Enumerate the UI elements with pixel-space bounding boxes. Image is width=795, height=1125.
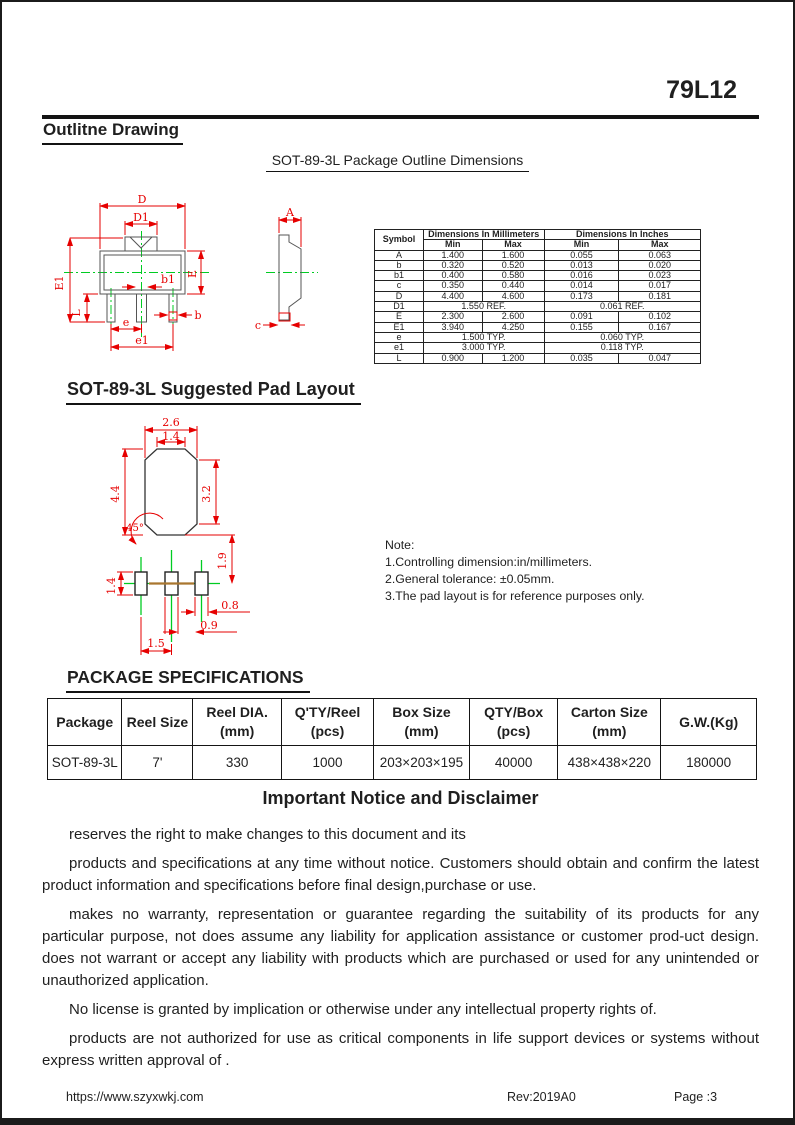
disclaimer-title: Important Notice and Disclaimer [262, 788, 539, 808]
dims-table-cell: 0.400 [423, 271, 482, 281]
dims-table-cell: e [375, 332, 424, 342]
dim-label-b: b [194, 309, 202, 322]
outline-drawing-heading: Outlitne Drawing [42, 120, 183, 145]
dims-table-cell: 0.167 [619, 322, 701, 332]
dims-table-cell: 0.102 [619, 312, 701, 322]
dim-label-outer-width: 2.6 [162, 416, 180, 429]
dims-table-row [375, 281, 701, 291]
dim-label-e1: e1 [135, 334, 149, 347]
dims-table-cell: 0.047 [619, 353, 701, 363]
dims-table-cell: 3.000 TYP. [423, 343, 544, 353]
dims-table-cell: 0.017 [619, 281, 701, 291]
dim-label-A: A [286, 206, 294, 219]
disclaimer-paragraph: makes no warranty, representation or guarantee regarding the suitability of its products for any particular purpose, not does assume any liability for application assistance or customer prod-uct design. does not warrant or accept any liability with products which are purchased or used for any unintended or unauthorized application. [42, 906, 759, 989]
dims-header-mm-max: Max [482, 240, 544, 250]
package-specifications-heading: PACKAGE SPECIFICATIONS [66, 667, 310, 693]
dim-label-top-width: 1.4 [162, 430, 180, 443]
dim-label-pad-pitch: 1.5 [147, 637, 165, 650]
dims-table-row [375, 291, 701, 301]
dims-table-cell: 0.350 [423, 281, 482, 291]
dims-table-row [375, 353, 701, 363]
disclaimer-paragraph: No license is granted by implication or otherwise under any intellectual property rights of. [69, 1001, 657, 1018]
dims-table-row [375, 322, 701, 332]
pkg-table-data-cell: 203×203×195 [374, 746, 470, 780]
dims-table-cell: 1.400 [423, 250, 482, 260]
pkg-table-data-cell: 180000 [661, 746, 757, 780]
package-specifications-table [47, 698, 757, 780]
dims-header-row-2 [375, 240, 701, 250]
dim-label-pad-height: 1.4 [105, 577, 118, 595]
dims-header-mm-min: Min [423, 240, 482, 250]
pkg-table-header-cell: Carton Size (mm) [558, 699, 661, 746]
dim-label-pad-width: 0.8 [221, 599, 239, 612]
pkg-table-data-cell: 438×438×220 [558, 746, 661, 780]
dims-table-cell: 1.200 [482, 353, 544, 363]
dim-label-D: D [137, 193, 147, 206]
disclaimer-paragraph: products are not authorized for use as critical components in life support devices or systems without express written approval of . [42, 1030, 759, 1069]
disclaimer-paragraph: products and specifications at any time without notice. Customers should obtain and confirm the latest product information and specifications before final design,purchase or use. [42, 855, 759, 894]
footer-revision: Rev:2019A0 [507, 1090, 576, 1104]
dims-table-body [375, 250, 701, 363]
note-item: 2.General tolerance: ±0.05mm. [385, 572, 555, 586]
page-title: 79L12 [666, 76, 737, 104]
dim-label-outer-height: 4.4 [109, 485, 122, 503]
dims-table-cell: E [375, 312, 424, 322]
note-items [385, 554, 645, 605]
pkg-table-data-row [48, 746, 757, 780]
disclaimer-paragraphs [42, 824, 759, 1072]
header-rule [42, 115, 759, 119]
pad-layout-drawing [102, 410, 354, 662]
dims-table-cell: L [375, 353, 424, 363]
dim-label-c: c [254, 319, 262, 332]
dims-table-cell: 0.020 [619, 260, 701, 270]
dims-table-cell: 0.155 [544, 322, 619, 332]
disclaimer-section [42, 788, 759, 1079]
dim-label-E: E [186, 269, 199, 279]
pkg-table-header-row [48, 699, 757, 746]
dims-table-cell: 4.400 [423, 291, 482, 301]
dims-table-cell: 0.520 [482, 260, 544, 270]
dims-table-cell: 0.061 REF. [544, 302, 701, 312]
pad-layout-heading: SOT-89-3L Suggested Pad Layout [66, 379, 361, 405]
dims-header-row-1 [375, 230, 701, 240]
note-item: 3.The pad layout is for reference purposes only. [385, 589, 645, 603]
pkg-table-data-cell: SOT-89-3L [48, 746, 122, 780]
note-block [385, 537, 645, 605]
dim-label-inner-height: 3.2 [200, 485, 213, 503]
dims-table-cell: 2.300 [423, 312, 482, 322]
dims-table-row [375, 302, 701, 312]
pkg-table-data-cell: 330 [193, 746, 282, 780]
package-outline-drawing [42, 185, 362, 380]
pkg-table-header-cell: Box Size (mm) [374, 699, 470, 746]
dims-table-cell: 0.091 [544, 312, 619, 322]
dims-table-cell: 0.118 TYP. [544, 343, 701, 353]
dim-label-E1: E1 [53, 275, 66, 291]
dim-label-corner-angle: 45° [126, 523, 144, 534]
pkg-table-header-cell: Reel DIA. (mm) [193, 699, 282, 746]
pkg-table-header-cell: QTY/Box (pcs) [469, 699, 558, 746]
dims-table-cell: 0.900 [423, 353, 482, 363]
dims-table-cell: b [375, 260, 424, 270]
dims-table-cell: b1 [375, 271, 424, 281]
pkg-table-header-cell: Q'TY/Reel (pcs) [281, 699, 373, 746]
dims-header-inch: Dimensions In Inches [544, 230, 701, 240]
pkg-table-header-cell: G.W.(Kg) [661, 699, 757, 746]
dims-table-cell: 4.250 [482, 322, 544, 332]
dim-label-e: e [122, 316, 130, 329]
dims-table-cell: E1 [375, 322, 424, 332]
dims-table-cell: 0.014 [544, 281, 619, 291]
dims-table-cell: D [375, 291, 424, 301]
dim-label-pad-gap: 0.9 [200, 619, 218, 632]
dims-table-cell: 0.035 [544, 353, 619, 363]
dims-table-cell: 0.181 [619, 291, 701, 301]
pkg-table-header-cell: Package [48, 699, 122, 746]
note-item: 1.Controlling dimension:in/millimeters. [385, 555, 593, 569]
dims-table-cell: c [375, 281, 424, 291]
dims-table-row [375, 250, 701, 260]
center-pad-octagon [145, 449, 197, 535]
dims-table-row [375, 271, 701, 281]
dimension-labels [53, 193, 295, 347]
pkg-table-data-cell: 40000 [469, 746, 558, 780]
dims-table-cell: 0.055 [544, 250, 619, 260]
dims-table-row [375, 260, 701, 270]
dims-table-cell: 0.173 [544, 291, 619, 301]
outline-subtitle: SOT-89-3L Package Outline Dimensions [2, 152, 793, 172]
dims-table-cell: 0.063 [619, 250, 701, 260]
dims-header-symbol: Symbol [375, 230, 424, 251]
pkg-table-header-cell: Reel Size [122, 699, 193, 746]
dims-table-cell: D1 [375, 302, 424, 312]
dims-table-cell: 0.580 [482, 271, 544, 281]
dims-table-cell: 1.500 TYP. [423, 332, 544, 342]
dims-table-cell: 0.013 [544, 260, 619, 270]
dimensions-table [374, 229, 701, 364]
dims-table-row [375, 343, 701, 353]
dims-table-cell: 3.940 [423, 322, 482, 332]
dims-table-cell: 0.016 [544, 271, 619, 281]
dim-label-b1: b1 [160, 273, 176, 286]
dims-table-cell: 1.550 REF. [423, 302, 544, 312]
dims-table-cell: e1 [375, 343, 424, 353]
dims-header-mm: Dimensions In Millimeters [423, 230, 544, 240]
dims-table-cell: 0.060 TYP. [544, 332, 701, 342]
dims-header-in-min: Min [544, 240, 619, 250]
disclaimer-paragraph: reserves the right to make changes to this document and its [69, 826, 466, 843]
dim-label-pad-offset: 1.9 [216, 552, 229, 570]
dim-label-D1: D1 [133, 211, 149, 224]
pkg-table-data-cell: 7' [122, 746, 193, 780]
pkg-table-data-cell: 1000 [281, 746, 373, 780]
dims-table-row [375, 332, 701, 342]
dims-table-cell: 1.600 [482, 250, 544, 260]
dims-table-cell: A [375, 250, 424, 260]
dims-table-cell: 2.600 [482, 312, 544, 322]
footer-page-number: Page :3 [674, 1090, 718, 1104]
dims-table-cell: 0.440 [482, 281, 544, 291]
note-title: Note: [385, 538, 415, 552]
dims-header-in-max: Max [619, 240, 701, 250]
footer-url-link[interactable]: https://www.szyxwkj.com [66, 1090, 204, 1104]
dim-label-L: L [70, 309, 83, 317]
dims-table-cell: 4.600 [482, 291, 544, 301]
dims-table-cell: 0.023 [619, 271, 701, 281]
side-view-body [279, 235, 301, 320]
dims-table-row [375, 312, 701, 322]
dims-table-cell: 0.320 [423, 260, 482, 270]
